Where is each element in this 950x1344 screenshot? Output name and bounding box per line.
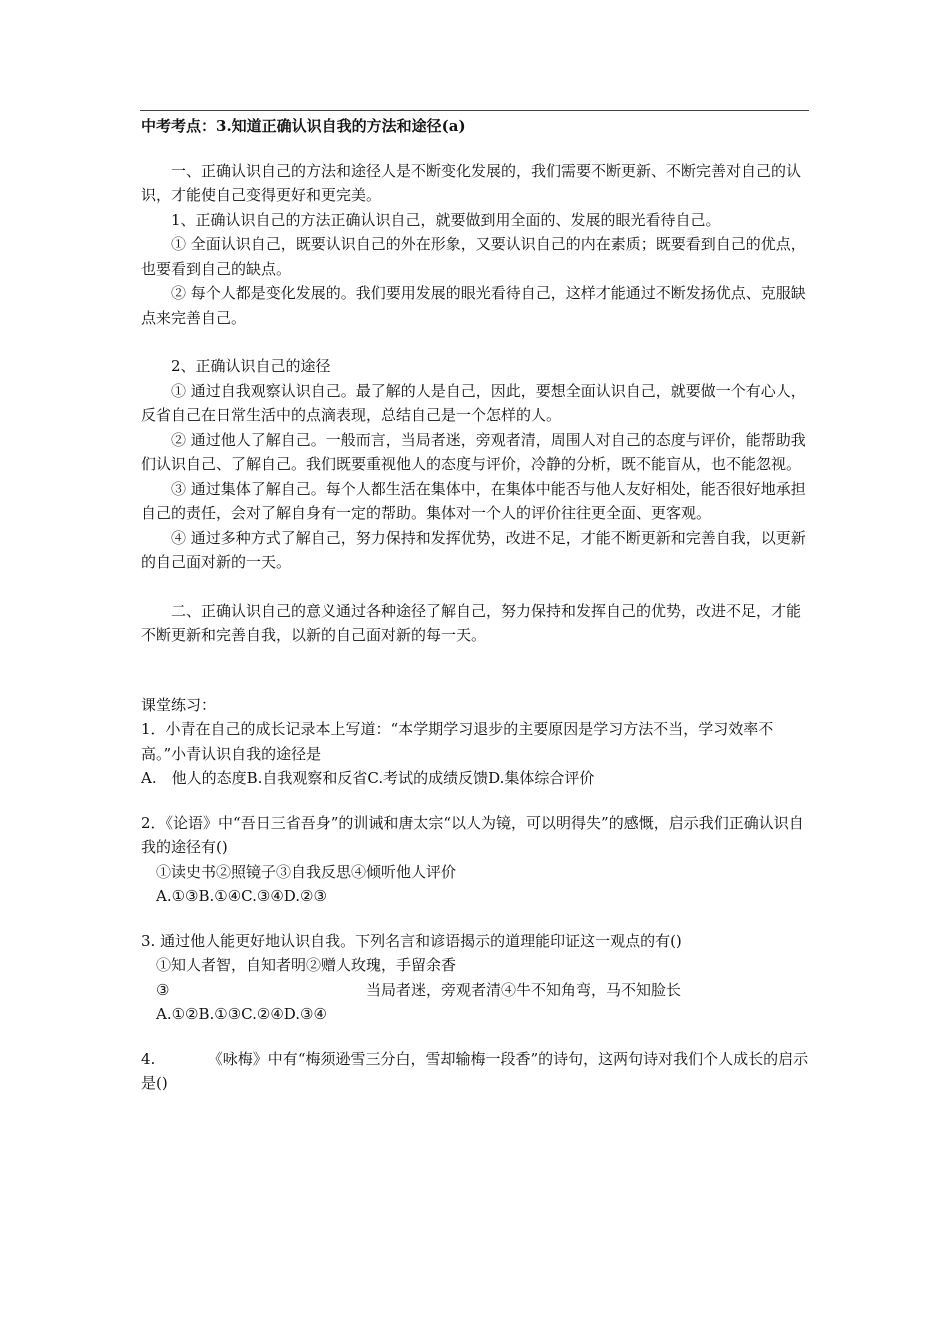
- question-1-options: A. 他人的态度B.自我观察和反省C.考试的成绩反馈D.集体综合评价: [141, 769, 595, 787]
- question-2-options: A.①③B.①④C.③④D.②③: [156, 887, 327, 905]
- question-3-item-3-text: 当局者迷，旁观者清④牛不知角弯，马不知脸长: [366, 980, 682, 999]
- spacer: [141, 1027, 809, 1047]
- question-3-stem: 3. 通过他人能更好地认识自我。下列名言和谚语揭示的道理能印证这一观点的有(): [141, 931, 682, 950]
- question-4-stem: 4. 《咏梅》中有“梅须逊雪三分白，雪却输梅一段香”的诗句，这两句诗对我们个人成长的启示是(): [141, 1049, 809, 1092]
- question-2-stem: 2．《论语》中“吾日三省吾身”的训诫和唐太宗“以人为镜，可以明得失”的感慨，启示我们正确认识自我的途径有(): [141, 813, 804, 856]
- path-item-2: ② 通过他人了解自己。一般而言，当局者迷，旁观者清，周围人对自己的态度与评价，能帮助我们认识自己、了解自己。我们既要重视他人的态度与评价，冷静的分析，既不能盲从，也不能忽视。: [141, 430, 806, 473]
- exercise-heading: 课堂练习：: [141, 695, 217, 714]
- path-heading: 2、正确认识自己的途径: [171, 357, 331, 375]
- method-heading: 1、正确认识自己的方法正确认识自己，就要做到用全面的、发展的眼光看待自己。: [171, 210, 721, 229]
- spacer: [141, 330, 809, 354]
- spacer: [141, 648, 809, 693]
- section1-intro: 一、正确认识自己的方法和途径人是不断变化发展的，我们需要不断更新、不断完善对自己的认识，才能使自己变得更好和更完美。: [141, 161, 802, 204]
- question-1-stem: 1．小青在自己的成长记录本上写道：“本学期学习退步的主要原因是学习方法不当，学习效率不高。”小青认识自我的途径是: [141, 720, 774, 763]
- path-item-3: ③ 通过集体了解自己。每个人都生活在集体中，在集体中能否与他人友好相处，能否很好地承担自己的责任，会对了解自身有一定的帮助。集体对一个人的评价往往更全面、更客观。: [141, 479, 806, 522]
- section2-text: 二、正确认识自己的意义通过各种途径了解自己，努力保持和发挥自己的优势，改进不足，才能不断更新和完善自我，以新的自己面对新的每一天。: [141, 601, 802, 644]
- spacer: [141, 791, 809, 811]
- question-3-items-line2: [141, 978, 809, 1003]
- spacer: [141, 575, 809, 599]
- spacer: [141, 909, 809, 929]
- question-3-items-line1: ①知人者智，自知者明②赠人玫瑰，手留余香: [156, 956, 457, 974]
- question-3-item-3-marker: ③: [156, 980, 170, 999]
- header-rule: [140, 110, 809, 111]
- page-title: 中考考点：3.知道正确认识自我的方法和途径(a): [141, 117, 466, 135]
- path-item-1: ① 通过自我观察认识自己。最了解的人是自己，因此，要想全面认识自己，就要做一个有心人，反省自己在日常生活中的点滴表现，总结自己是一个怎样的人。: [141, 381, 806, 424]
- document-body: [141, 114, 809, 1096]
- method-item-1: ① 全面认识自己，既要认识自己的外在形象，又要认识自己的内在素质；既要看到自己的优点，也要看到自己的缺点。: [141, 235, 806, 278]
- path-item-4: ④ 通过多种方式了解自己，努力保持和发挥优势，改进不足，才能不断更新和完善自我，以更新的自己面对新的一天。: [141, 528, 806, 571]
- method-item-2: ② 每个人都是变化发展的。我们要用发展的眼光看待自己，这样才能通过不断发扬优点、克服缺点来完善自己。: [141, 284, 806, 327]
- question-2-items: ①读史书②照镜子③自我反思④倾听他人评价: [156, 862, 457, 881]
- question-3-options: A.①②B.①③C.②④D.③④: [156, 1005, 327, 1023]
